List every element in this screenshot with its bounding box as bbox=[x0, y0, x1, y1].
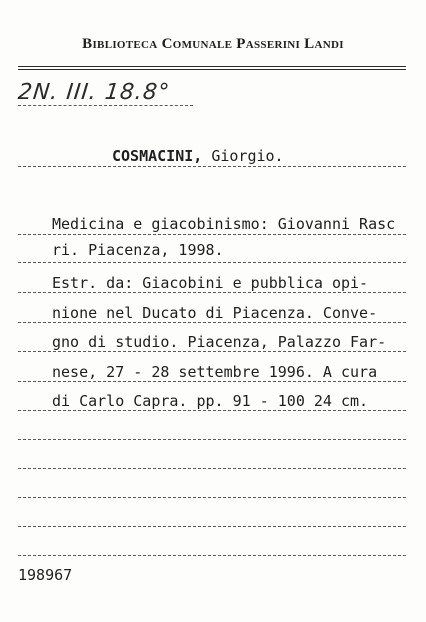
header-rule-bottom bbox=[18, 69, 406, 70]
author-heading bbox=[112, 147, 284, 165]
shelfmark: 2N. III. 18.8° bbox=[16, 80, 172, 105]
ruled-line bbox=[18, 439, 406, 440]
ruled-line bbox=[18, 410, 406, 411]
description-line-2: ri. Piacenza, 1998. bbox=[52, 241, 224, 259]
ruled-line bbox=[18, 292, 406, 293]
description-line-5: gno di studio. Piacenza, Palazzo Far- bbox=[52, 333, 387, 351]
author-surname: COSMACINI, bbox=[112, 147, 203, 165]
library-header: Biblioteca Comunale Passerini Landi bbox=[82, 36, 344, 52]
ruled-line bbox=[18, 262, 406, 263]
description-line-4: nione nel Ducato di Piacenza. Conve- bbox=[52, 304, 378, 322]
ruled-line bbox=[18, 555, 406, 556]
description-line-7: di Carlo Capra. pp. 91 - 100 24 cm. bbox=[52, 392, 369, 410]
ruled-line bbox=[18, 351, 406, 352]
ruled-line bbox=[18, 468, 406, 469]
ruled-line bbox=[18, 322, 406, 323]
inventory-number: 198967 bbox=[18, 566, 73, 584]
ruled-line bbox=[18, 381, 406, 382]
author-given-name: Giorgio. bbox=[211, 147, 284, 165]
shelfmark-line bbox=[18, 105, 193, 106]
description-line-6: nese, 27 - 28 settembre 1996. A cura bbox=[52, 363, 378, 381]
description-line-3: Estr. da: Giacobini e pubblica opi- bbox=[52, 274, 369, 292]
ruled-line bbox=[18, 166, 406, 167]
header-rule-top bbox=[18, 66, 406, 67]
ruled-line bbox=[18, 234, 406, 235]
description-line-1: Medicina e giacobinismo: Giovanni Rasc bbox=[52, 215, 396, 233]
ruled-line bbox=[18, 526, 406, 527]
ruled-line bbox=[18, 497, 406, 498]
